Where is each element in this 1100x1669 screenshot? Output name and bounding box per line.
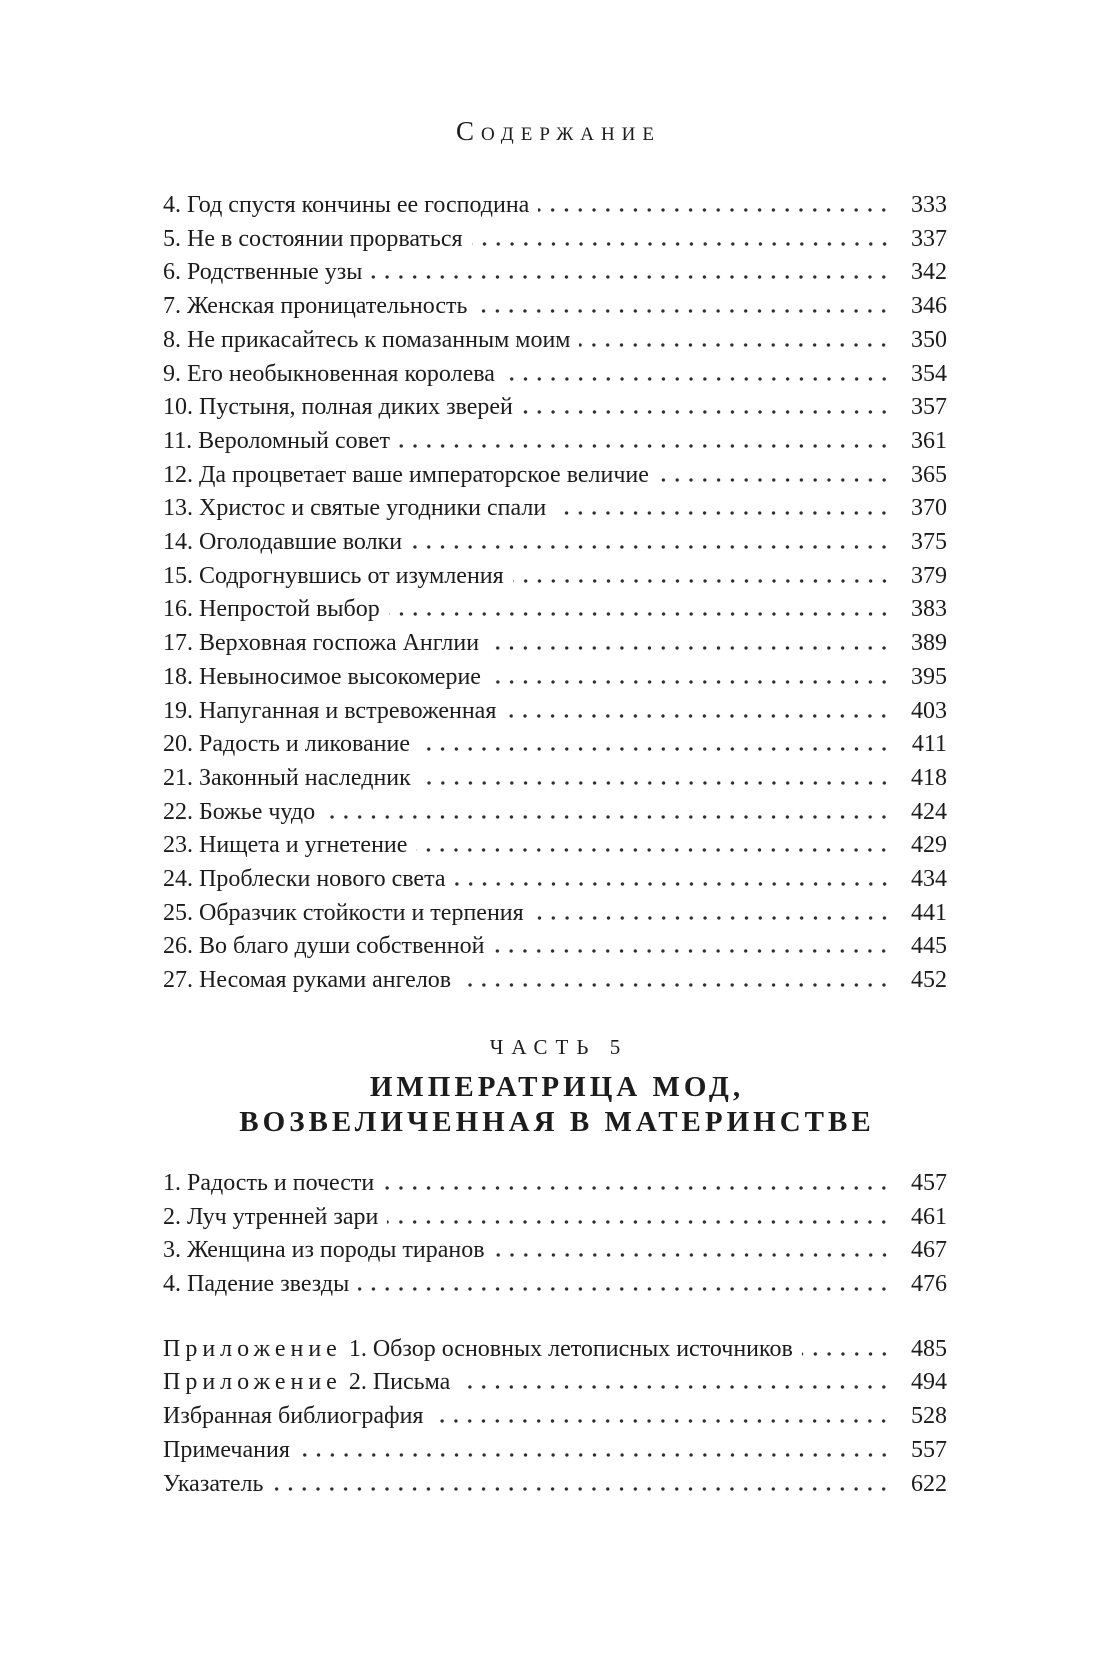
dot-leader (389, 612, 891, 616)
toc-entry-page-number: 467 (911, 1237, 947, 1264)
dot-leader (579, 343, 891, 347)
toc-entry-label: Избранная библиография (163, 1403, 424, 1430)
dot-leader (472, 242, 891, 246)
toc-entry (163, 391, 947, 425)
toc-entry-label: 12. Да процветает ваше императорское величие (163, 461, 649, 488)
dot-leader (522, 410, 891, 414)
toc-entry (163, 560, 947, 594)
toc-entry-prefix: Приложение (163, 1369, 342, 1396)
toc-entry-page-number: 434 (911, 866, 947, 893)
toc-entry (163, 290, 947, 324)
toc-entry-label: 2. Письма (348, 1369, 451, 1396)
toc-entry-label: 8. Не прикасайтесь к помазанным моим (163, 326, 571, 353)
toc-entry (163, 1201, 947, 1235)
toc-entry-page-number: 622 (911, 1470, 947, 1497)
dot-leader (504, 377, 891, 381)
toc-entry (163, 459, 947, 493)
toc-entry (163, 1468, 947, 1502)
toc-entry-label: 14. Оголодавшие волки (163, 529, 403, 556)
toc-entry-page-number: 361 (911, 427, 947, 454)
toc-entry-label: 11. Вероломный совет (163, 427, 390, 454)
toc-entry-page-number: 379 (911, 562, 947, 589)
toc-entry-label: Указатель (163, 1470, 264, 1497)
toc-entry-page-number: 476 (911, 1270, 947, 1297)
backmatter-list (163, 1333, 947, 1502)
dot-leader (533, 916, 891, 920)
toc-entry-label: 15. Содрогнувшись от изумления (163, 562, 504, 589)
toc-entry-label: 4. Год спустя кончины ее господина (163, 192, 530, 218)
toc-entry-label: 2. Луч утренней зари (163, 1203, 379, 1230)
dot-leader (658, 478, 891, 482)
toc-entry (163, 256, 947, 290)
toc-entry (163, 627, 947, 661)
dot-leader (555, 511, 891, 515)
toc-entry-page-number: 375 (911, 529, 947, 556)
dot-leader (358, 1287, 891, 1291)
part5-title-line2: ВОЗВЕЛИЧЕННАЯ В МАТЕРИНСТВЕ (239, 1105, 875, 1138)
dot-leader (411, 545, 891, 549)
toc-entry-page-number: 557 (911, 1436, 947, 1463)
toc-entry-label: 23. Нищета и угнетение (163, 832, 408, 859)
dot-leader (494, 1253, 891, 1257)
toc-entry-page-number: 337 (911, 225, 947, 252)
toc-entry-label: 16. Непростой выбор (163, 596, 380, 623)
toc-entry-page-number: 457 (911, 1169, 947, 1196)
toc-entry (163, 358, 947, 392)
part5-kicker: ЧАСТЬ 5 (489, 1034, 629, 1059)
toc-entry (163, 324, 947, 358)
toc-entry-label: 19. Напуганная и встревоженная (163, 697, 497, 724)
toc-entry-page-number: 441 (911, 899, 947, 926)
toc-entry-label: 18. Невыносимое высокомерие (163, 663, 481, 690)
dot-leader (490, 680, 891, 684)
dot-leader (459, 1385, 891, 1389)
toc-entry-label: 7. Женская проницательность (163, 293, 468, 320)
dot-leader (513, 579, 891, 583)
toc-entry (163, 1268, 947, 1302)
dot-leader (488, 646, 891, 650)
dot-leader (538, 208, 891, 212)
toc-entry-prefix: Приложение (163, 1335, 342, 1362)
toc-entry-page-number: 418 (911, 764, 947, 791)
dot-leader (399, 444, 891, 448)
toc-entry-page-number: 370 (911, 495, 947, 522)
toc-entry-label: 6. Родственные узы (163, 259, 363, 286)
toc-entry (163, 1333, 947, 1367)
toc-entry (163, 829, 947, 863)
toc-entry (163, 796, 947, 830)
toc-entry-page-number: 350 (911, 326, 947, 353)
toc-entry-page-number: 395 (911, 663, 947, 690)
toc-entry (163, 762, 947, 796)
toc-entry-page-number: 429 (911, 832, 947, 859)
toc-entry-page-number: 357 (911, 394, 947, 421)
toc-entry (163, 930, 947, 964)
toc-entry-label: 20. Радость и ликование (163, 731, 411, 758)
toc-entry-label: 24. Проблески нового света (163, 866, 446, 893)
dot-leader (383, 1186, 891, 1190)
dot-leader (324, 815, 891, 819)
toc-entry-page-number: 452 (911, 967, 947, 994)
toc-entry-label: 25. Образчик стойкости и терпения (163, 899, 524, 926)
toc-entry-label: 13. Христос и святые угодники спали (163, 495, 547, 522)
dot-leader (371, 275, 891, 279)
dot-leader (476, 309, 891, 313)
dot-leader (493, 949, 891, 953)
toc-entry (163, 223, 947, 257)
toc-entry-page-number: 403 (911, 697, 947, 724)
toc-entry (163, 695, 947, 729)
toc-entry (163, 1400, 947, 1434)
toc-entry-page-number: 411 (911, 731, 947, 758)
toc-entry-page-number: 485 (911, 1335, 947, 1362)
toc-entry (163, 728, 947, 762)
toc-entry (163, 425, 947, 459)
toc-entry (163, 492, 947, 526)
toc-entry-label: 9. Его необыкновенная королева (163, 360, 495, 387)
toc-entry-label: 26. Во благо души собственной (163, 933, 485, 960)
toc-entry (163, 526, 947, 560)
toc-entry-page-number: 494 (911, 1369, 947, 1396)
toc-entry-page-number: 354 (911, 360, 947, 387)
dot-leader (420, 781, 891, 785)
chapter-list-part4 (163, 189, 947, 998)
toc-entry-label: 17. Верховная госпожа Англии (163, 630, 480, 657)
toc-entry (163, 964, 947, 998)
toc-entry-label: Примечания (163, 1436, 290, 1463)
toc-entry-page-number: 461 (911, 1203, 947, 1230)
dot-leader (416, 848, 891, 852)
toc-entry-page-number: 424 (911, 798, 947, 825)
toc-entry-page-number: 445 (911, 933, 947, 960)
dot-leader (419, 747, 891, 751)
dot-leader (299, 1453, 891, 1457)
toc-entry-page-number: 528 (911, 1403, 947, 1430)
toc-entry-page-number: 346 (911, 293, 947, 320)
toc-entry-label: 3. Женщина из породы тиранов (163, 1237, 485, 1264)
toc-entry (163, 897, 947, 931)
part5-heading (163, 1035, 947, 1140)
toc-entry-page-number: 333 (911, 192, 947, 218)
toc-entry (163, 1167, 947, 1201)
toc-entry (163, 593, 947, 627)
toc-entry-label: 10. Пустыня, полная диких зверей (163, 394, 513, 421)
toc-entry-label: 22. Божье чудо (163, 798, 316, 825)
toc-entry-label: 27. Несомая руками ангелов (163, 967, 452, 994)
dot-leader (802, 1352, 891, 1356)
toc-entry (163, 661, 947, 695)
toc-entry-label: 1. Радость и почести (163, 1169, 375, 1196)
toc-entry-label: 21. Законный наследник (163, 764, 411, 791)
toc-entry (163, 1366, 947, 1400)
toc-entry (163, 189, 947, 223)
page-title: Содержание (455, 116, 662, 146)
toc-entry-page-number: 383 (911, 596, 947, 623)
dot-leader (432, 1419, 891, 1423)
dot-leader (460, 983, 891, 987)
dot-leader (272, 1487, 891, 1491)
toc-entry-label: 4. Падение звезды (163, 1270, 350, 1297)
part5-title-line1: ИМПЕРАТРИЦА МОД, (369, 1070, 745, 1103)
toc-entry-page-number: 389 (911, 630, 947, 657)
toc-entry (163, 863, 947, 897)
toc-entry-label: 1. Обзор основных летописных источников (348, 1335, 793, 1362)
toc-entry-page-number: 365 (911, 461, 947, 488)
toc-entry (163, 1434, 947, 1468)
dot-leader (455, 882, 891, 886)
chapter-list-part5 (163, 1167, 947, 1302)
toc-entry (163, 1234, 947, 1268)
dot-leader (387, 1220, 891, 1224)
dot-leader (505, 714, 891, 718)
toc-entry-label: 5. Не в состоянии прорваться (163, 225, 463, 252)
toc-entry-page-number: 342 (911, 259, 947, 286)
